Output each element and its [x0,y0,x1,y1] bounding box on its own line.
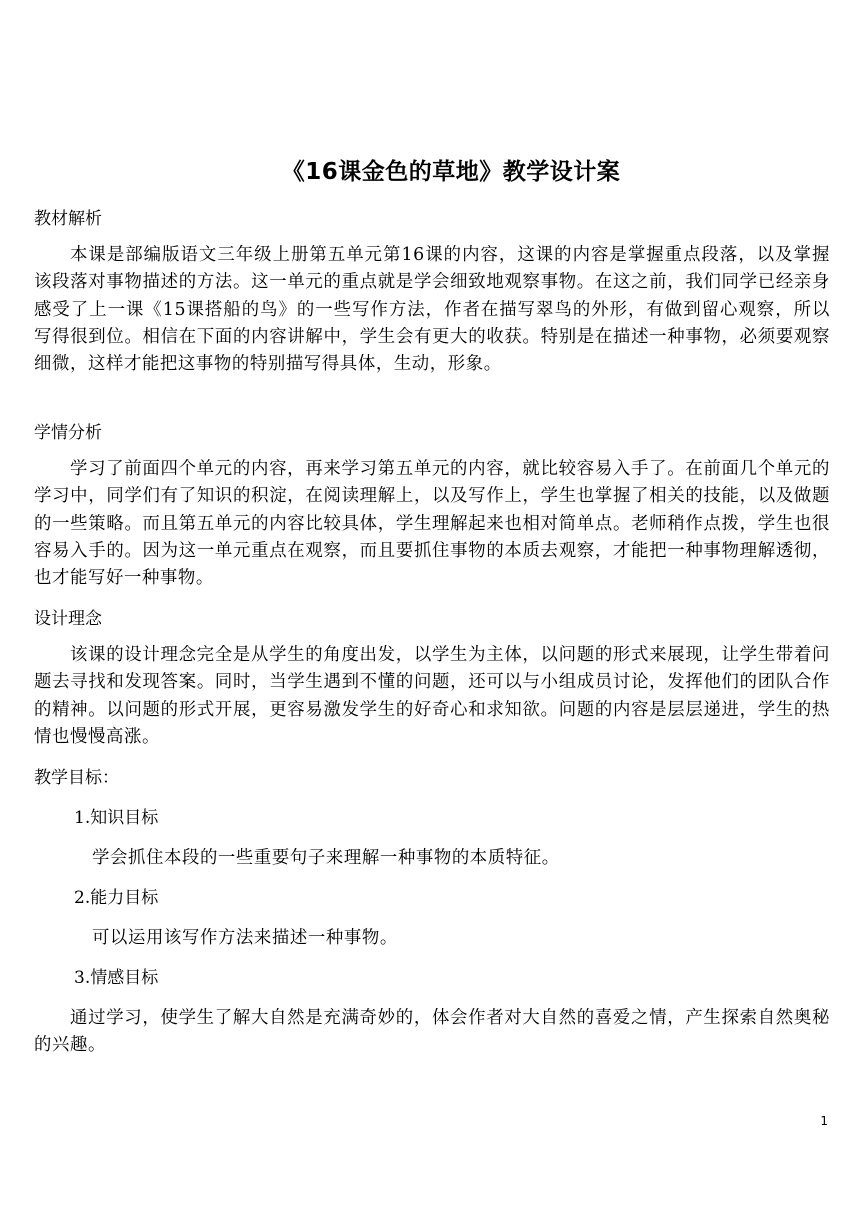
objective-label: 3.情感目标 [74,968,159,988]
section-textbook-analysis [34,206,830,378]
section-student-analysis [34,420,830,592]
section-heading: 设计理念 [34,609,102,629]
section-heading: 学情分析 [34,423,102,443]
section-heading: 教材解析 [34,209,102,229]
section-paragraph: 学习了前面四个单元的内容，再来学习第五单元的内容，就比较容易入手了。在前面几个单元的学习中，同学们有了知识的积淀，在阅读理解上，以及写作上，学生也掌握了相关的技能，以及做题的一些策略。而且第五单元的内容比较具体，学生理解起来也相对简单点。老师稍作点拨，学生也很容易入手的。因为这一单元重点在观察，而且要抓住事物的本质去观察，才能把一种事物理解透彻，也才能写好一种事物。 [34,459,830,589]
objective-label: 1.知识目标 [74,808,159,828]
objective-text: 学会抓住本段的一些重要句子来理解一种事物的本质特征。 [92,848,560,868]
objective-text: 可以运用该写作方法来描述一种事物。 [92,928,398,948]
section-teaching-objectives [34,765,830,1060]
section-heading: 教学目标： [34,768,119,788]
page-number: 1 [820,1114,828,1128]
objective-text: 通过学习，使学生了解大自然是充满奇妙的，体会作者对大自然的喜爱之情，产生探索自然奥秘的兴趣。 [34,1008,830,1056]
section-paragraph: 该课的设计理念完全是从学生的角度出发，以学生为主体，以问题的形式来展现，让学生带着问题去寻找和发现答案。同时，当学生遇到不懂的问题，还可以与小组成员讨论，发挥他们的团队合作的精神。以问题的形式开展，更容易激发学生的好奇心和求知欲。问题的内容是层层递进，学生的热情也慢慢高涨。 [34,645,830,747]
objective-emotion [34,965,830,1060]
objective-label: 2.能力目标 [74,888,159,908]
section-paragraph: 本课是部编版语文三年级上册第五单元第16课的内容，这课的内容是掌握重点段落，以及掌握该段落对事物描述的方法。这一单元的重点就是学会细致地观察事物。在这之前，我们同学已经亲身感受了上一课《15课搭船的鸟》的一些写作方法，作者在描写翠鸟的外形，有做到留心观察，所以写得很到位。相信在下面的内容讲解中，学生会有更大的收获。特别是在描述一种事物，必须要观察细微，这样才能把这事物的特别描写得具体，生动，形象。 [34,245,830,375]
objective-ability [34,885,830,952]
section-design-concept [34,606,830,751]
document-title: 《16课金色的草地》教学设计案 [281,159,621,185]
objective-knowledge [34,805,830,872]
